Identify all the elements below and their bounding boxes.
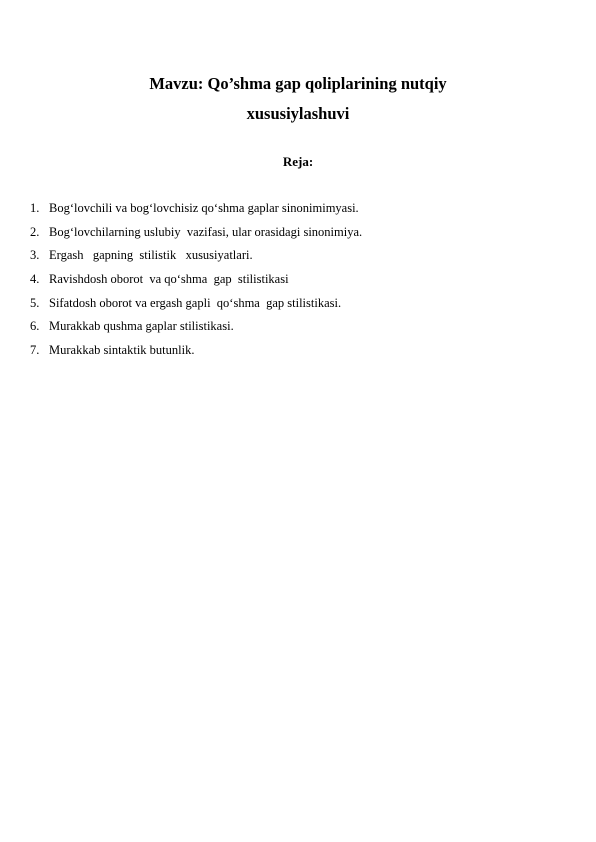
plan-item-2 <box>0 224 560 248</box>
plan-item-text: Murakkab qushma gaplar stilistikasi. <box>49 319 234 334</box>
plan-item-text: Bog‘lovchili va bog‘lovchisiz qo‘shma gaplar sinonimimyasi. <box>49 201 359 215</box>
plan-item-4 <box>0 271 560 295</box>
plan-item-text: Ergash gapning stilistik xususiyatlari. <box>49 248 253 263</box>
plan-item-number: 1. <box>30 201 40 215</box>
plan-list <box>0 200 560 366</box>
plan-item-number: 4. <box>30 272 40 287</box>
document-title-line-1: Mavzu: Qo’shma gap qoliplarining nutqiy <box>149 74 447 93</box>
plan-item-number: 5. <box>30 295 40 310</box>
plan-item-number: 2. <box>30 224 40 239</box>
plan-item-3 <box>0 247 560 271</box>
plan-item-text: Murakkab sintaktik butunlik. <box>49 343 195 358</box>
plan-item-text: Bog‘lovchilarning uslubiy vazifasi, ular orasidagi sinonimiya. <box>49 224 363 239</box>
plan-heading: Reja: <box>282 154 314 169</box>
plan-item-1 <box>0 200 560 224</box>
plan-item-number: 6. <box>30 319 40 334</box>
plan-item-number: 3. <box>30 248 40 263</box>
plan-item-text: Sifatdosh oborot va ergash gapli qo‘shma gap stilistikasi. <box>49 295 342 310</box>
document-title-line-2: xususiylashuvi <box>246 104 350 123</box>
plan-item-6 <box>0 318 560 342</box>
plan-item-7 <box>0 342 560 366</box>
plan-item-number: 7. <box>30 343 40 358</box>
plan-item-text: Ravishdosh oborot va qo‘shma gap stilistikasi <box>49 272 289 287</box>
plan-item-5 <box>0 295 560 319</box>
